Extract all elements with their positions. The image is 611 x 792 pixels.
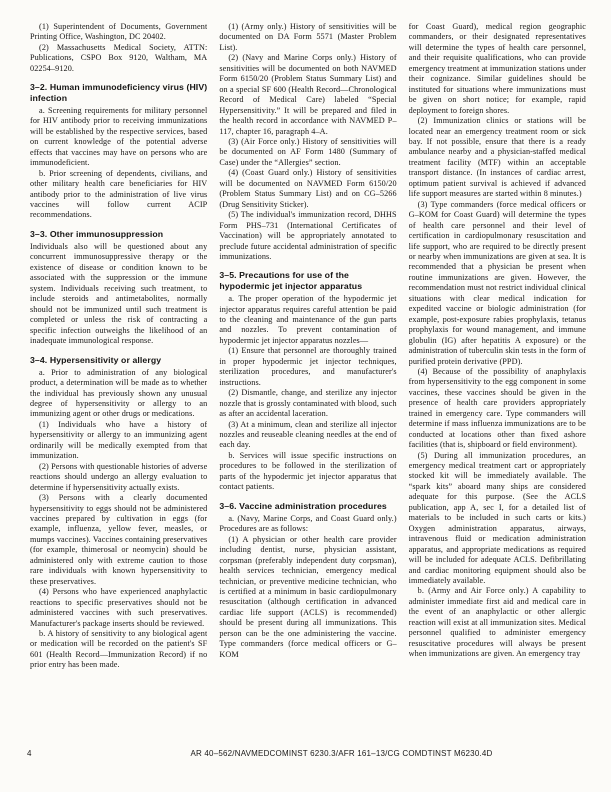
footer-citation: AR 40–562/NAVMEDCOMINST 6230.3/AFR 161–13/CG COMDTINST M6230.4D (190, 749, 493, 758)
section-heading: 3–5. Precautions for use of the hypodermic jet injector apparatus (219, 270, 363, 292)
text-column-2 (219, 22, 396, 748)
page-footer (25, 749, 586, 758)
paragraph: (2) (Navy and Marine Corps only.) History of sensitivities will be documented on both NAVMED Form 6150/20 (Problem Status Summary List) and on a special SF 600 (Health Record—Chronological Record of Medical Care) labeled “Special Hypersensitivity.” It will be prepared and filed in the health record in accordance with NAVMED P–117, chapter 16, paragraph 4–A. (219, 53, 397, 136)
paragraph: for Coast Guard), medical region geographic commanders, or their designated representatives will determine the types of health care personnel, and their requisite qualifications, who can provide emergency treatment at immunization stations under their cognizance. Similar guidelines should be instituted for situations where immunizations must be given on short notice; for example, rapid deployment to foreign shores. (408, 22, 586, 115)
section-heading: 3–4. Hypersensitivity or allergy (30, 354, 162, 365)
paragraph: (3) At a minimum, clean and sterilize all injector nozzles and reuseable cleaning needles at the end of each day. (219, 419, 397, 450)
paragraph: (1) Individuals who have a history of hypersensitivity or allergy to an immunizing agent ordinarily will be medically exempted from that immunization. (30, 419, 208, 461)
text-column-3 (409, 22, 586, 748)
paragraph: b. Services will issue specific instructions on procedures to be followed in the sterilization of parts of the hypodermic jet injector apparatus that contact patients. (219, 450, 397, 492)
paragraph: a. Screening requirements for military personnel for HIV antibody prior to receiving immunizations will be established by the respective services, based on current knowledge of the potential adverse effects that vaccines may have on persons who are immunodeficient. (30, 105, 208, 168)
text-columns (30, 22, 586, 748)
paragraph: b. A history of sensitivity to any biological agent or medication will be recorded on the patient's SF 601 (Health Record—Immunization Record) if no prior entry has been made. (30, 628, 208, 670)
page-number: 4 (27, 749, 32, 758)
paragraph: (5) The individual's immunization record, DHHS Form PHS–731 (International Certificates of Vaccination) will be appropriately annotated to preclude future accidental administration of specific immunizations. (219, 210, 397, 261)
paragraph: b. Prior screening of dependents, civilians, and other military health care beneficiaries for HIV antibody prior to the administration of live virus vaccines will follow current ACIP recommendations. (30, 168, 208, 220)
section-heading: 3–3. Other immunosuppression (30, 228, 164, 239)
paragraph: (2) Persons with questionable histories of adverse reactions should undergo an allergy evaluation to determine if hypersensitivity actually exists. (30, 461, 208, 492)
paragraph: (3) Persons with a clearly documented hypersensitivity to eggs should not be administered vaccines prepared by cultivation in eggs (for example, influenza, yellow fever, measles, or mumps vaccines). Vaccines containing preservatives (for example, thimerosal or neomycin) should be administered only with extreme caution to those rare individuals with known hypersensitivity to these preservatives. (30, 493, 208, 586)
section-heading: 3–2. Human immunodeficiency virus (HIV) infection (30, 82, 208, 103)
paragraph: (4) Because of the possibility of anaphylaxis from hypersensitivity to the egg component in some vaccines, these vaccines should be given in the presence of health care providers appropriately trained in emergency care. Type commanders will determine if mass influenza immunizations are to be conducted at locations other than fixed ashore facilities (that is, shipboard or field environment). (408, 366, 586, 450)
paragraph: (2) Immunization clinics or stations will be located near an emergency treatment room or sick bay. If not possible, ensure that there is a ready ambulance nearby and a physician-staffed medical treatment facility (MTF) within an acceptable transport distance. (In instances of cardiac arrest, optimum patient survival is achieved if advanced life support measures are started within 8 minutes.) (408, 116, 586, 199)
paragraph: (4) Persons who have experienced anaphylactic reactions to specific preservatives should not be administered vaccines with such preservatives. Manufacturer's package inserts should be reviewed. (30, 587, 208, 628)
paragraph: (2) Dismantle, change, and sterilize any injector nozzle that is grossly contaminated with blood, such as after an accidental laceration. (219, 388, 397, 419)
text-column-1 (30, 22, 207, 748)
paragraph: (1) A physician or other health care provider including dentist, nurse, physician assistant, corpsman (preferably independent duty corpsman), health services technician, emergency medical technician, or preventive medicine technician, who is certified at a minimum in basic cardiopulmonary resuscitation (although certification in advanced cardiac life support (ACLS) is recommended) should be present during all immunizations. This person can be the one administering the vaccine. Type commanders (force medical officers or G–KOM (219, 534, 397, 659)
paragraph: a. (Navy, Marine Corps, and Coast Guard only.) Procedures are as follows: (219, 513, 397, 534)
paragraph: a. The proper operation of the hypodermic jet injector apparatus requires careful attention be paid to the cleaning and maintenance of the gun parts and nozzles. To prevent contamination of hypodermic jet injector apparatus nozzles— (219, 294, 397, 345)
paragraph: (5) During all immunization procedures, an emergency medical treatment cart or appropriately stocked kit will be immediately available. The “spark kits” aboard many ships are considered adequate for this purpose. (See the ACLS publication, app A, sec I, for a detailed list of materials to be included in such carts or kits.) Oxygen administration apparatus, airways, intravenous fluid or medication administration apparatus, and appropriate medications as required will be included for adequate ACLS. Defibrillating and cardiac monitoring equipment should also be immediately available. (408, 450, 586, 586)
paragraph: a. Prior to administration of any biological product, a determination will be made as to whether the individual has previously shown any unusual degree of hypersensitivity or allergy to an immunizing agent or other drugs or medications. (30, 367, 208, 419)
paragraph: (3) (Air Force only.) History of sensitivities will be documented on AF Form 1480 (Summary of Case) under the “Allergies” section. (219, 136, 397, 167)
paragraph: (4) (Coast Guard only.) History of sensitivities will be documented on NAVMED Form 6150/20 (Problem Status Summary List) and on CG–5266 (Drug Sensitivity Sticker). (219, 168, 397, 209)
paragraph: (1) (Army only.) History of sensitivities will be documented on DA Form 5571 (Master Problem List). (219, 22, 397, 52)
paragraph: (1) Ensure that personnel are thoroughly trained in proper hypodermic jet injector techniques, sterilization procedures, and manufacturer's instructions. (219, 346, 397, 387)
paragraph: (3) Type commanders (force medical officers or G–KOM for Coast Guard) will determine the types of health care personnel and their level of certification in cardiopulmonary resuscitation and life support, who are required to be directly present or nearby when immunizations are given at sea. It is recommended that a physician be present when routine immunizations are given. However, the recommendation must not restrict individual clinical situations with clear medical indication for expedited vaccine or biologic administration (for example, post-exposure rabies prophylaxis, tetanus prophylaxis for wound management, and immune globulin (IG) after hepatitis A exposure) or the administration of tuberculin skin tests in the form of purified protein derivative (PPD). (408, 199, 586, 366)
paragraph: (2) Massachusetts Medical Society, ATTN: Publications, CSPO Box 9120, Waltham, MA 02254–9120. (30, 42, 208, 73)
paragraph: Individuals also will be questioned about any concurrent immunosuppressive therapy or the existence of disease or condition known to be associated with the suppression or the immune system. Individuals receiving such treatment, to include steroids and antimetabolites, normally should not be immunized until such treatment is completed or unless the risk of contracting a specific infection outweighs the likelihood of an inadequate immunological response. (30, 242, 208, 346)
section-heading: 3–6. Vaccine administration procedures (219, 500, 387, 511)
paragraph: b. (Army and Air Force only.) A capability to administer immediate first aid and medical care in the event of an anaphylactic or other allergic reaction will exist at all immunization sites. Medical personnel qualified to administer emergency resuscitative procedures will always be present when immunizations are given. An emergency tray (408, 586, 586, 659)
paragraph: (1) Superintendent of Documents, Government Printing Office, Washington, DC 20402. (30, 22, 208, 42)
